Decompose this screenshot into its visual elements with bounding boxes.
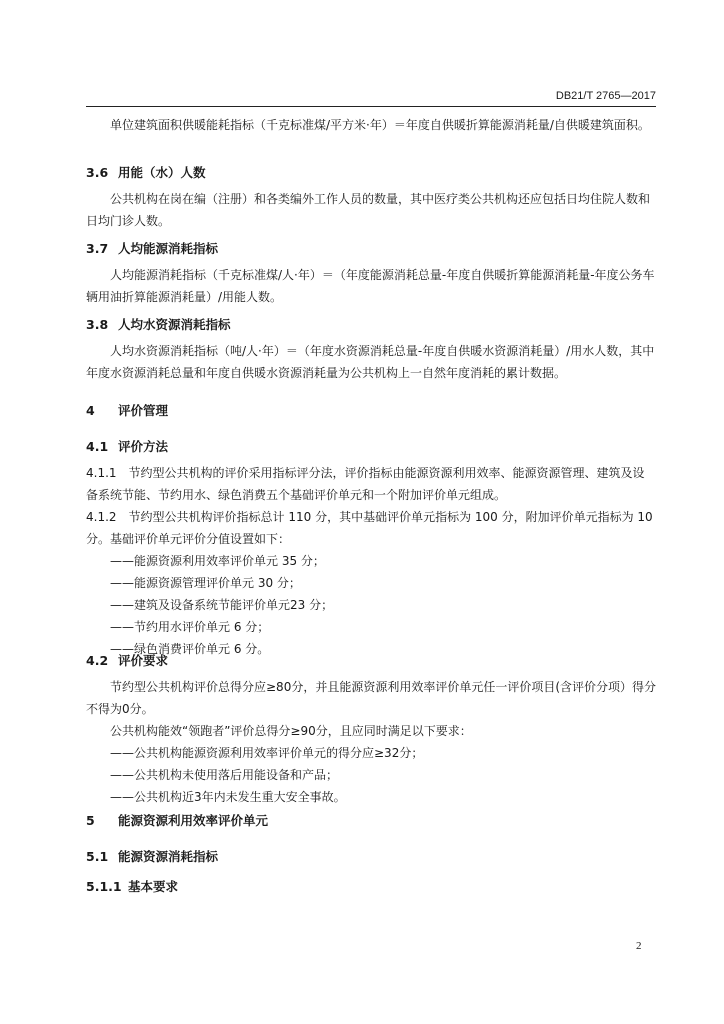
list-item: ——公共机构近3年内未发生重大安全事故。 — [110, 790, 346, 804]
section-number: 4 — [86, 403, 95, 418]
section-title: 基本要求 — [128, 879, 179, 894]
paragraph-per-capita-energy: 人均能源消耗指标（千克标准煤/人·年）＝（年度能源消耗总量-年度自供暖折算能源消耗量-年度公务车辆用油折算能源消耗量）/用能人数。 — [86, 268, 655, 304]
score-list — [86, 550, 656, 660]
list-item: ——绿色消费评价单元 6 分。 — [110, 642, 270, 656]
standard-code: DB21/T 2765—2017 — [555, 90, 656, 102]
section-title: 评价要求 — [118, 653, 169, 668]
section-title: 能源资源利用效率评价单元 — [118, 813, 269, 828]
page-number: 2 — [636, 940, 642, 952]
paragraph-score-requirement: 节约型公共机构评价总得分应≥80分，并且能源资源利用效率评价单元任一评价项目(含评价分项）得分不得为0分。 — [86, 680, 657, 716]
header-rule — [86, 106, 656, 107]
paragraph-per-capita-water: 人均水资源消耗指标（吨/人·年）＝（年度水资源消耗总量-年度自供暖水资源消耗量）/用水人数，其中年度水资源消耗总量和年度自供暖水资源消耗量为公共机构上一自然年度消耗的累计数据。 — [86, 344, 655, 380]
clause-4-1-1: 4.1.1 节约型公共机构的评价采用指标评分法，评价指标由能源资源利用效率、能源资源管理、建筑及设备系统节能、节约用水、绿色消费五个基础评价单元和一个附加评价单元组成。 — [86, 466, 645, 502]
list-item: ——公共机构能源资源利用效率评价单元的得分应≥32分； — [110, 746, 424, 760]
list-item: ——节约用水评价单元 6 分； — [110, 620, 270, 634]
section-number: 3.6 — [86, 165, 109, 180]
section-number: 3.8 — [86, 317, 109, 332]
section-number: 3.7 — [86, 241, 109, 256]
list-item: ——能源资源管理评价单元 30 分； — [110, 576, 301, 590]
section-4-2 — [86, 650, 656, 672]
section-5-1-1 — [86, 876, 656, 898]
section-number: 4.2 — [86, 653, 109, 668]
paragraph-heating-indicator: 单位建筑面积供暖能耗指标（千克标准煤/平方米·年）＝年度自供暖折算能源消耗量/自供暖建筑面积。 — [110, 118, 650, 132]
list-item: ——能源资源利用效率评价单元 35 分； — [110, 554, 325, 568]
paragraph-user-count: 公共机构在岗在编（注册）和各类编外工作人员的数量，其中医疗类公共机构还应包括日均住院人数和日均门诊人数。 — [86, 192, 651, 228]
section-3-7 — [86, 238, 656, 260]
section-5 — [86, 810, 656, 832]
section-5-1 — [86, 846, 656, 868]
section-title: 用能（水）人数 — [118, 165, 206, 180]
section-title: 评价方法 — [118, 439, 169, 454]
section-title: 人均水资源消耗指标 — [118, 317, 231, 332]
section-title: 人均能源消耗指标 — [118, 241, 219, 256]
list-item: ——建筑及设备系统节能评价单元23 分； — [110, 598, 334, 612]
list-item: ——公共机构未使用落后用能设备和产品； — [110, 768, 339, 782]
section-4 — [86, 400, 656, 422]
leader-list — [86, 742, 656, 808]
section-4-1 — [86, 436, 656, 458]
section-number: 5 — [86, 813, 95, 828]
paragraph-leader-requirement: 公共机构能效“领跑者”评价总得分≥90分，且应同时满足以下要求： — [110, 724, 472, 738]
section-3-6 — [86, 162, 656, 184]
section-number: 5.1.1 — [86, 879, 122, 894]
section-3-8 — [86, 314, 656, 336]
section-number: 5.1 — [86, 849, 109, 864]
section-title: 评价管理 — [118, 403, 169, 418]
clause-4-1-2: 4.1.2 节约型公共机构评价指标总计 110 分，其中基础评价单元指标为 100 分，附加评价单元指标为 10 分。基础评价单元评价分值设置如下： — [86, 510, 653, 546]
section-number: 4.1 — [86, 439, 109, 454]
section-title: 能源资源消耗指标 — [118, 849, 219, 864]
